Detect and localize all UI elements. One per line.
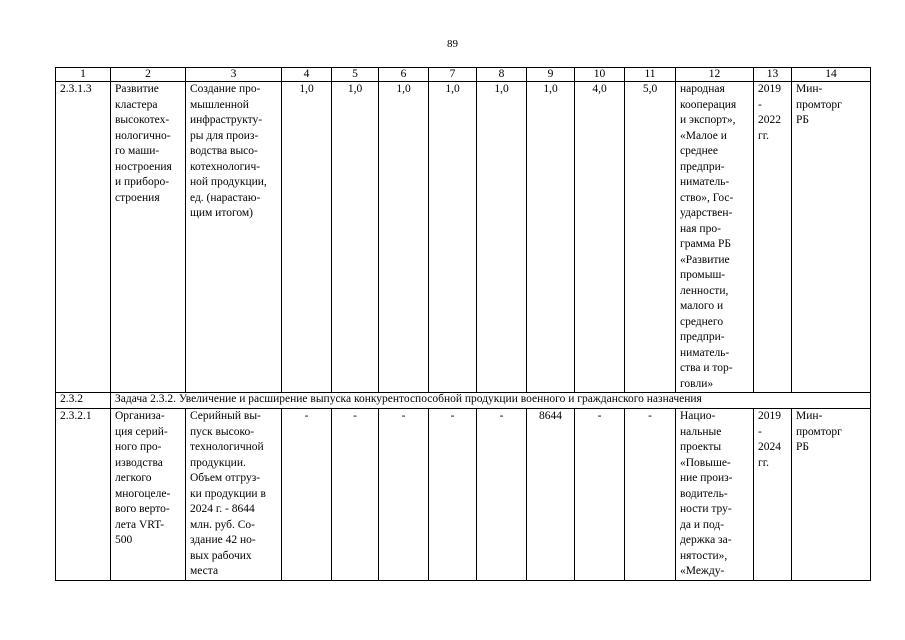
period-text: 2019 - 2024 гг. bbox=[754, 409, 792, 581]
programs-text: Нацио- нальные проекты «Повыше- ние произ- водитель- ности тру- да и под- держка за- нятости», «Между- bbox=[676, 409, 754, 581]
row-code: 2.3.2 bbox=[56, 393, 111, 409]
page-number: 89 bbox=[447, 38, 458, 50]
value-cell: 1,0 bbox=[429, 82, 477, 393]
value-cell: 1,0 bbox=[332, 82, 379, 393]
programs-text: народная кооперация и экспорт», «Малое и среднее предпри- ниматель- ство», Гос- ударствен- ная про- грамма РБ «Развитие промыш- ленности, малого и среднего предпри- ниматель- ства и тор- говли» bbox=[676, 82, 754, 393]
responsible-text: Мин- промторг РБ bbox=[792, 409, 871, 581]
column-header: 10 bbox=[575, 68, 625, 82]
column-header: 5 bbox=[332, 68, 379, 82]
value-cell: - bbox=[282, 409, 332, 581]
value-cell: 1,0 bbox=[527, 82, 575, 393]
column-header: 2 bbox=[111, 68, 186, 82]
column-header: 11 bbox=[625, 68, 676, 82]
value-cell: - bbox=[429, 409, 477, 581]
indicator-text: Создание про- мышленной инфраструкту- ры для произ- водства высо- котехнологич- ной продукции, ед. (нарастаю- щим итогом) bbox=[186, 82, 282, 393]
value-cell: 1,0 bbox=[282, 82, 332, 393]
value-cell: 1,0 bbox=[379, 82, 429, 393]
responsible-text: Мин- промторг РБ bbox=[792, 82, 871, 393]
column-header: 13 bbox=[754, 68, 792, 82]
program-table bbox=[55, 67, 871, 581]
value-cell: 5,0 bbox=[625, 82, 676, 393]
table-row bbox=[56, 409, 871, 581]
value-cell: 4,0 bbox=[575, 82, 625, 393]
column-header: 1 bbox=[56, 68, 111, 82]
column-header: 3 bbox=[186, 68, 282, 82]
value-cell: - bbox=[477, 409, 527, 581]
table-row bbox=[56, 393, 871, 409]
value-cell: - bbox=[625, 409, 676, 581]
measure-name: Организа- ция серий- ного про- изводства легкого многоцеле- вого верто- лета VRT- 500 bbox=[111, 409, 186, 581]
value-cell: - bbox=[575, 409, 625, 581]
indicator-text: Серийный вы- пуск высоко- технологичной продукции. Объем отгруз- ки продукции в 2024 г. - 8644 млн. руб. Со- здание 42 но- вых рабочих места bbox=[186, 409, 282, 581]
column-header: 6 bbox=[379, 68, 429, 82]
value-cell: 8644 bbox=[527, 409, 575, 581]
row-code: 2.3.2.1 bbox=[56, 409, 111, 581]
column-header: 9 bbox=[527, 68, 575, 82]
value-cell: - bbox=[332, 409, 379, 581]
column-header: 14 bbox=[792, 68, 871, 82]
row-code: 2.3.1.3 bbox=[56, 82, 111, 393]
header-row bbox=[56, 68, 871, 82]
value-cell: - bbox=[379, 409, 429, 581]
table-row bbox=[56, 82, 871, 393]
column-header: 8 bbox=[477, 68, 527, 82]
task-heading: Задача 2.3.2. Увеличение и расширение выпуска конкурентоспособной продукции военного и гражданского назначения bbox=[111, 393, 871, 409]
value-cell: 1,0 bbox=[477, 82, 527, 393]
measure-name: Развитие кластера высокотех- нологично- го маши- ностроения и приборо- строения bbox=[111, 82, 186, 393]
column-header: 12 bbox=[676, 68, 754, 82]
column-header: 7 bbox=[429, 68, 477, 82]
period-text: 2019 - 2022 гг. bbox=[754, 82, 792, 393]
column-header: 4 bbox=[282, 68, 332, 82]
